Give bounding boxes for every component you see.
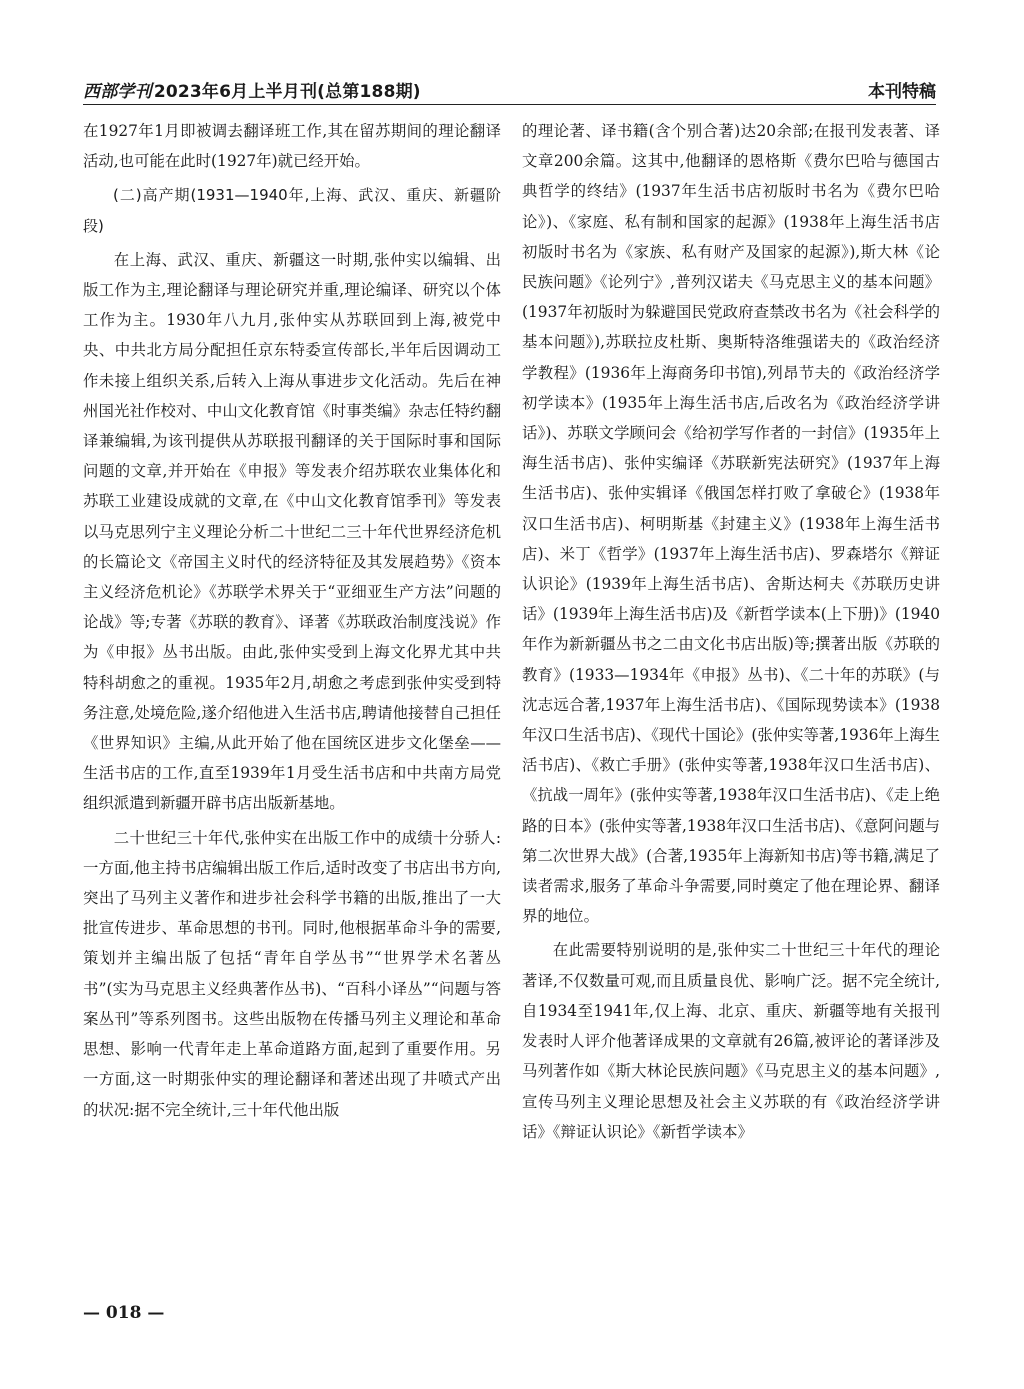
section-subheading: (二)高产期(1931—1940年,上海、武汉、重庆、新疆阶段) [83,186,501,235]
section-label: 本刊特稿 [868,82,936,102]
page-number: — 018 — [83,1303,165,1323]
paragraph: 在此需要特别说明的是,张仲实二十世纪三十年代的理论著译,不仅数量可观,而且质量良优、影响广泛。据不完全统计,自1934至1941年,仅上海、北京、重庆、新疆等地有关报刊发表时人评介他著译成果的文章就有26篇,被评论的著译涉及马列著作如《斯大林论民族问题》《马克思主义的基本问题》,宣传马列主义理论思想及社会主义苏联的有《政治经济学讲话》《辩证认识论》《新哲学读本》 [522,941,940,1141]
paragraph: 的理论著、译书籍(含个别合著)达20余部;在报刊发表著、译文章200余篇。这其中,他翻译的恩格斯《费尔巴哈与德国古典哲学的终结》(1937年生活书店初版时书名为《费尔巴哈论》)、《家庭、私有制和国家的起源》(1938年上海生活书店初版时书名为《家族、私有财产及国家的起源》),斯大林《论民族问题》《论列宁》,普列汉诺夫《马克思主义的基本问题》(1937年初版时为躲避国民党政府查禁改书名为《社会科学的基本问题》),苏联拉皮杜斯、奥斯特洛维强诺夫的《政治经济学教程》(1936年上海商务印书馆),列昂节夫的《政治经济学初学读本》(1935年上海生活书店,后改名为《政治经济学讲话》)、苏联文学顾问会《给初学写作者的一封信》(1935年上海生活书店)、张仲实编译《苏联新宪法研究》(1937年上海生活书店)、张仲实辑译《俄国怎样打败了拿破仑》(1938年汉口生活书店)、柯明斯基《封建主义》(1938年上海生活书店)、米丁《哲学》(1937年上海生活书店)、罗森塔尔《辩证认识论》(1939年上海生活书店)、舍斯达柯夫《苏联历史讲话》(1939年上海生活书店)及《新哲学读本(上下册)》(1940年作为新新疆丛书之二由文化书店出版)等;撰著出版《苏联的教育》(1933—1934年《申报》丛书)、《二十年的苏联》(与沈志远合著,1937年上海生活书店)、《国际现势读本》(1938年汉口生活书店)、《现代十国论》(张仲实等著,1936年上海生活书店)、《救亡手册》(张仲实等著,1938年汉口生活书店)、《抗战一周年》(张仲实等著,1938年汉口生活书店)、《走上绝路的日本》(张仲实等著,1938年汉口生活书店)、《意阿问题与第二次世界大战》(合著,1935年上海新知书店)等书籍,满足了读者需求,服务了革命斗争需要,同时奠定了他在理论界、翻译界的地位。 [522,122,940,926]
paragraph: 二十世纪三十年代,张仲实在出版工作中的成绩十分骄人:一方面,他主持书店编辑出版工作后,适时改变了书店出书方向,突出了马列主义著作和进步社会科学书籍的出版,推出了一大批宣传进步、革命思想的书刊。同时,他根据革命斗争的需要,策划并主编出版了包括“青年自学丛书”“世界学术名著丛书”(实为马克思主义经典著作丛书)、“百科小译丛”“问题与答案丛刊”等系列图书。这些出版物在传播马列主义理论和革命思想、影响一代青年走上革命道路方面,起到了重要作用。另一方面,这一时期张仲实的理论翻译和著述出现了井喷式产出的状况:据不完全统计,三十年代他出版 [83,828,501,1119]
issue-label: 2023年6月上半月刊(总第188期) [153,82,421,102]
journal-logo: 西部学刊 [83,82,152,102]
right-column [522,116,940,1147]
running-header [83,72,936,102]
paragraph: 在1927年1月即被调去翻译班工作,其在留苏期间的理论翻译活动,也可能在此时(1927年)就已经开始。 [83,122,501,171]
journal-issue-line [83,77,421,102]
left-column [83,116,501,1125]
paragraph: 在上海、武汉、重庆、新疆这一时期,张仲实以编辑、出版工作为主,理论翻译与理论研究并重,理论编译、研究以个体工作为主。1930年八九月,张仲实从苏联回到上海,被党中央、中共北方局分配担任京东特委宣传部长,半年后因调动工作未接上组织关系,后转入上海从事进步文化活动。先后在神州国光社作校对、中山文化教育馆《时事类编》杂志任特约翻译兼编辑,为该刊提供从苏联报刊翻译的关于国际时事和国际问题的文章,并开始在《申报》等发表介绍苏联农业集体化和苏联工业建设成就的文章,在《中山文化教育馆季刊》等发表以马克思列宁主义理论分析二十世纪二三十年代世界经济危机的长篇论文《帝国主义时代的经济特征及其发展趋势》《资本主义经济危机论》《苏联学术界关于“亚细亚生产方法”问题的论战》等;专著《苏联的教育》、译著《苏联政治制度浅说》作为《申报》丛书出版。由此,张仲实受到上海文化界尤其中共特科胡愈之的重视。1935年2月,胡愈之考虑到张仲实受到特务注意,处境危险,遂介绍他进入生活书店,聘请他接替自己担任《世界知识》主编,从此开始了他在国统区进步文化堡垒——生活书店的工作,直至1939年1月受生活书店和中共南方局党组织派遣到新疆开辟书店出版新基地。 [83,250,501,813]
header-rule [83,104,936,105]
